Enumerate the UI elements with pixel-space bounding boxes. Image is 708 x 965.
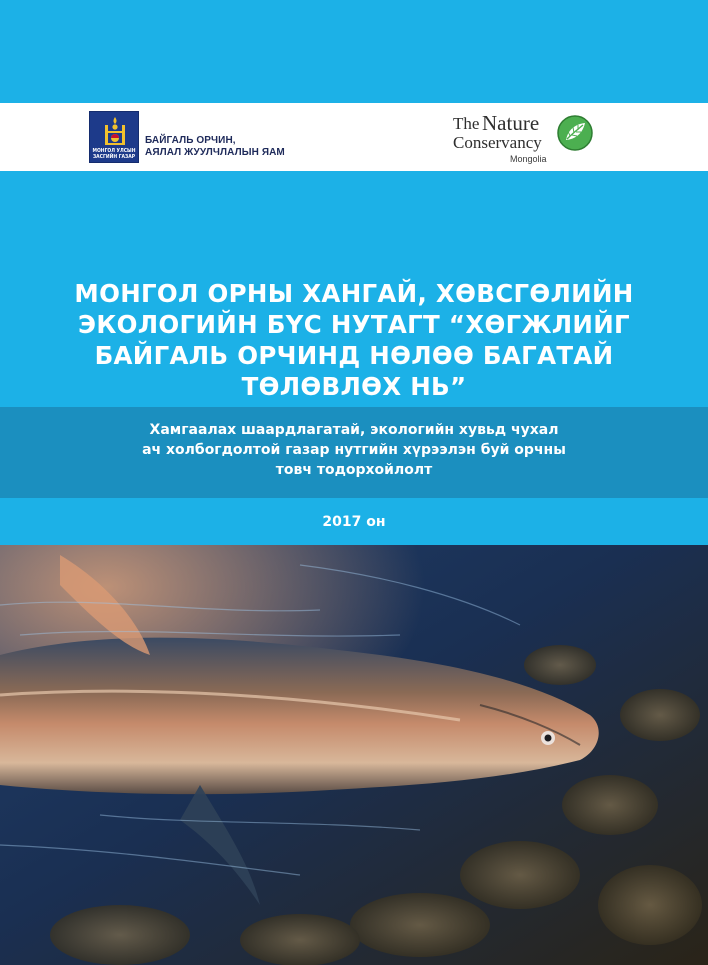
nature-conservancy-logo	[452, 111, 602, 166]
emblem-caption-line: МОНГОЛ УЛСЫН	[92, 148, 136, 154]
title-line: БАЙГАЛЬ ОРЧИНД НӨЛӨӨ БАГАТАЙ	[94, 341, 614, 370]
government-emblem-icon	[89, 111, 139, 163]
ministry-name-line: АЯЛАЛ ЖУУЛЧЛАЛЫН ЯАМ	[145, 147, 285, 158]
report-subtitle	[0, 420, 708, 480]
ministry-logo	[89, 111, 285, 163]
subtitle-line: товч тодорхойлолт	[275, 462, 433, 478]
top-color-band	[0, 0, 708, 103]
ministry-name	[145, 135, 285, 159]
title-line: ТӨЛӨВЛӨХ НЬ”	[241, 372, 467, 401]
emblem-caption-line: ЗАСГИЙН ГАЗАР	[92, 154, 136, 160]
report-title	[0, 278, 708, 402]
subtitle-line: Хамгаалах шаардлагатай, экологийн хувьд чухал	[149, 422, 559, 438]
fish-photo-illustration	[0, 545, 708, 965]
tnc-the-text: The	[453, 114, 480, 133]
tnc-region-text: Mongolia	[510, 154, 547, 164]
logo-bar	[0, 103, 708, 171]
tnc-conservancy-text: Conservancy	[453, 133, 542, 152]
soyombo-icon	[104, 116, 126, 148]
tnc-nature-text: Nature	[482, 111, 540, 135]
subtitle-line: ач холбогдолтой газар нутгийн хүрээлэн буй орчны	[142, 442, 566, 458]
publication-year: 2017 он	[322, 514, 386, 530]
title-line: ЭКОЛОГИЙН БҮС НУТАГТ “ХӨГЖЛИЙГ	[78, 310, 630, 339]
oak-leaf-icon	[556, 114, 594, 152]
ministry-name-line: БАЙГАЛЬ ОРЧИН,	[145, 135, 236, 146]
emblem-caption	[91, 148, 137, 160]
title-line: МОНГОЛ ОРНЫ ХАНГАЙ, ХӨВСГӨЛИЙН	[74, 279, 634, 308]
fish-in-river-photo	[0, 545, 708, 965]
